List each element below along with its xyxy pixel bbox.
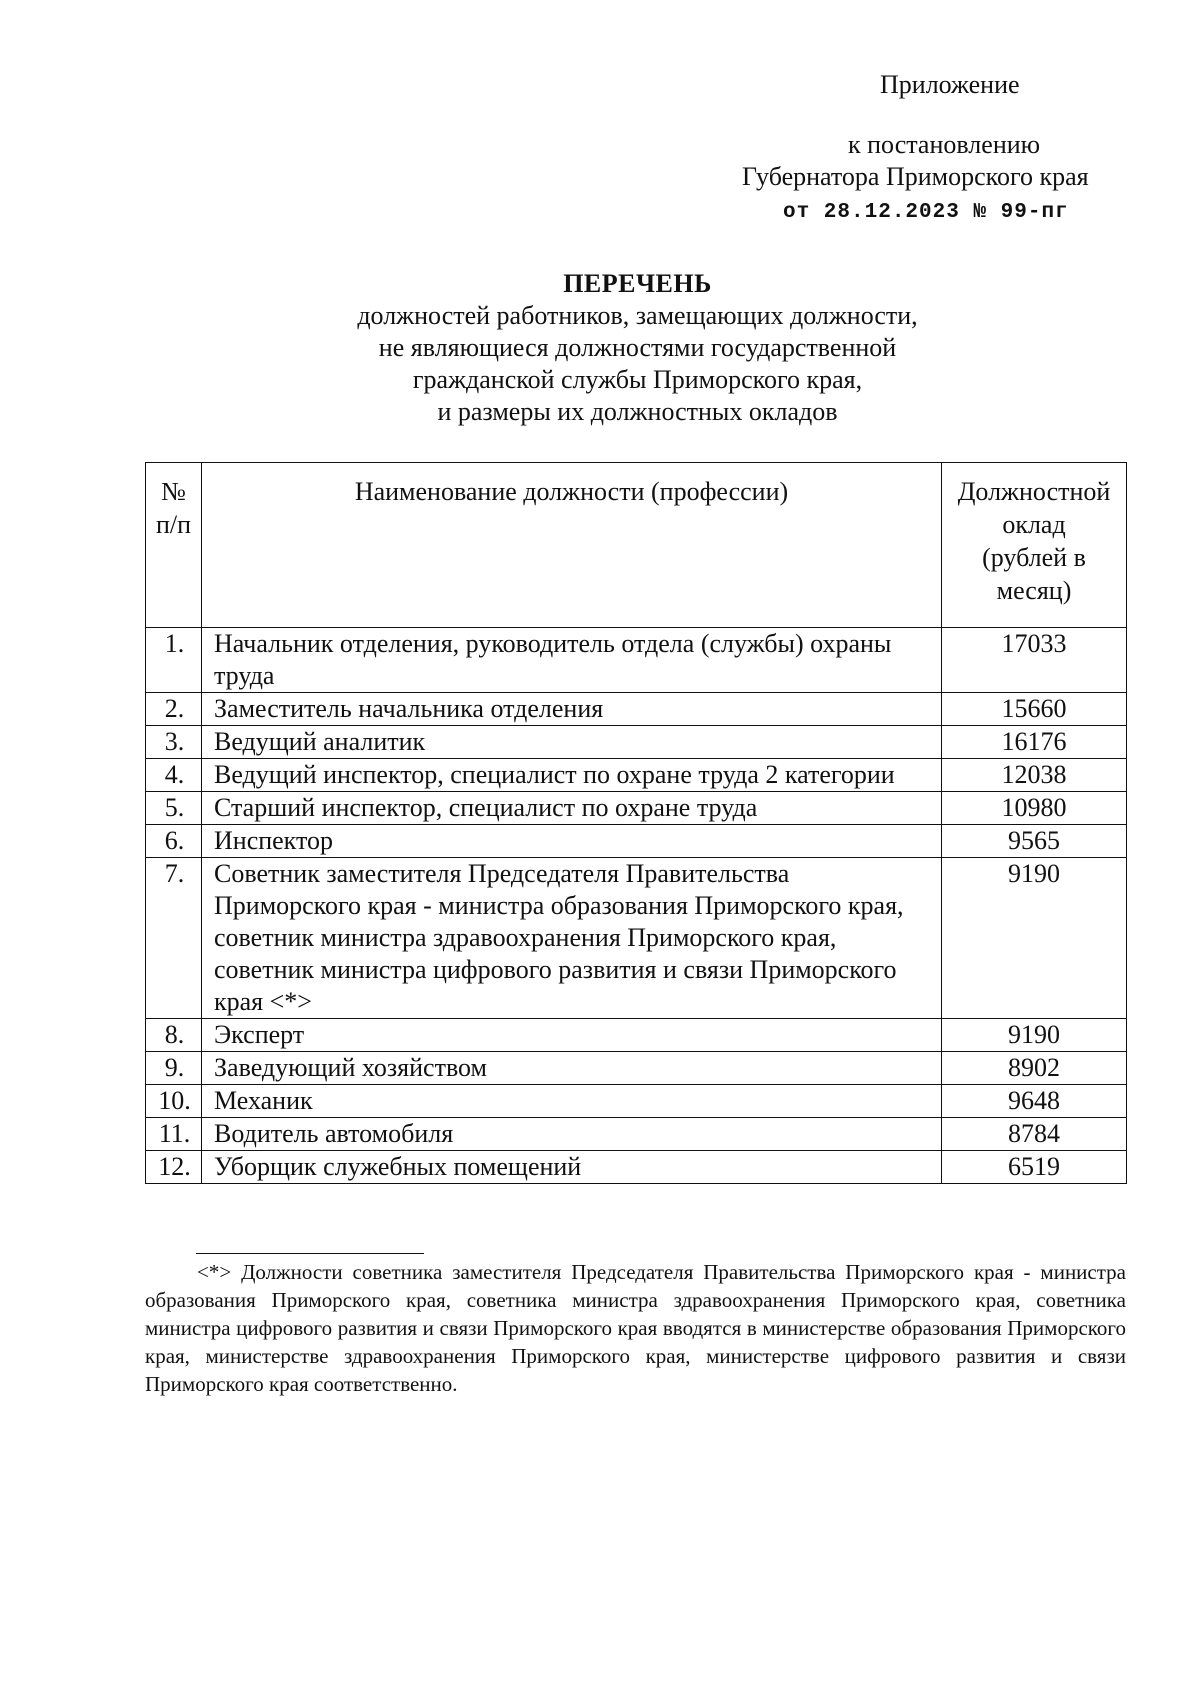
header-salary-line: Должностной (957, 477, 1111, 506)
position-salary: 10980 (942, 792, 1127, 825)
row-number: 6. (146, 825, 202, 858)
position-name: Водитель автомобиля (202, 1118, 942, 1151)
table-row (146, 1118, 1127, 1151)
subtitle-line: должностей работников, замещающих должности, (357, 301, 918, 330)
position-name: Инспектор (202, 825, 942, 858)
subtitle-line: гражданской службы Приморского края, (412, 365, 863, 394)
row-number: 9. (146, 1052, 202, 1085)
position-name: Начальник отделения, руководитель отдела (службы) охраны труда (202, 628, 942, 693)
row-number: 3. (146, 726, 202, 759)
row-number: 12. (146, 1151, 202, 1184)
header-number-line: п/п (155, 510, 192, 539)
document-title: ПЕРЕЧЕНЬ (563, 269, 712, 298)
header-position-name: Наименование должности (профессии) (202, 463, 942, 628)
header-salary (942, 463, 1127, 628)
position-name: Ведущий аналитик (202, 726, 942, 759)
position-name: Механик (202, 1085, 942, 1118)
table-row (146, 628, 1127, 693)
table-row (146, 693, 1127, 726)
position-name: Советник заместителя Председателя Правительства Приморского края - министра образования Приморского края, советник министра здравоохранения Приморского края, советник министра цифрового развития и связи Приморского края <*> (202, 858, 942, 1019)
row-number: 7. (146, 858, 202, 1019)
table-row (146, 759, 1127, 792)
position-name: Уборщик служебных помещений (202, 1151, 942, 1184)
table-row (146, 825, 1127, 858)
subtitle-line: не являющиеся должностями государственной (378, 333, 897, 362)
row-number: 1. (146, 628, 202, 693)
header-salary-line: месяц) (996, 576, 1072, 605)
table-row (146, 858, 1127, 1019)
table-row (146, 792, 1127, 825)
to-decree-label: к постановлению (848, 130, 1041, 159)
footnote: <*> Должности советника заместителя Председателя Правительства Приморского края - министра образования Приморского края, советника министра здравоохранения Приморского края, советника министра цифрового развития и связи Приморского края вводятся в министерстве образования Приморского края, министерстве здравоохранения Приморского края, министерстве цифрового развития и связи Приморского края соответственно. (145, 1260, 1126, 1396)
header-salary-line: оклад (1002, 510, 1066, 539)
row-number: 4. (146, 759, 202, 792)
position-salary: 9190 (942, 1019, 1127, 1052)
table-row (146, 1151, 1127, 1184)
position-name: Заместитель начальника отделения (202, 693, 942, 726)
table-row (146, 1019, 1127, 1052)
position-name: Ведущий инспектор, специалист по охране труда 2 категории (202, 759, 942, 792)
header-salary-line: (рублей в (982, 543, 1086, 572)
position-salary: 17033 (942, 628, 1127, 693)
position-salary: 12038 (942, 759, 1127, 792)
decree-number: от 28.12.2023 № 99-пг (783, 201, 1069, 224)
row-number: 2. (146, 693, 202, 726)
position-salary: 9565 (942, 825, 1127, 858)
table-header-row (146, 463, 1127, 628)
appendix-label: Приложение (880, 70, 1020, 99)
row-number: 11. (146, 1118, 202, 1151)
position-salary: 16176 (942, 726, 1127, 759)
position-salary: 8902 (942, 1052, 1127, 1085)
position-salary: 9648 (942, 1085, 1127, 1118)
footnote-divider (196, 1253, 424, 1254)
subtitle-line: и размеры их должностных окладов (437, 397, 838, 426)
position-name: Заведующий хозяйством (202, 1052, 942, 1085)
position-salary: 8784 (942, 1118, 1127, 1151)
row-number: 5. (146, 792, 202, 825)
position-name: Эксперт (202, 1019, 942, 1052)
table-row (146, 726, 1127, 759)
table-row (146, 1085, 1127, 1118)
header-number-line: № (161, 477, 186, 506)
position-salary: 9190 (942, 858, 1127, 1019)
position-name: Старший инспектор, специалист по охране труда (202, 792, 942, 825)
issuer-label: Губернатора Приморского края (742, 162, 1089, 191)
positions-table (145, 462, 1127, 1184)
header-number (146, 463, 202, 628)
position-salary: 15660 (942, 693, 1127, 726)
row-number: 10. (146, 1085, 202, 1118)
row-number: 8. (146, 1019, 202, 1052)
position-salary: 6519 (942, 1151, 1127, 1184)
document-title-block (150, 267, 1125, 428)
table-row (146, 1052, 1127, 1085)
